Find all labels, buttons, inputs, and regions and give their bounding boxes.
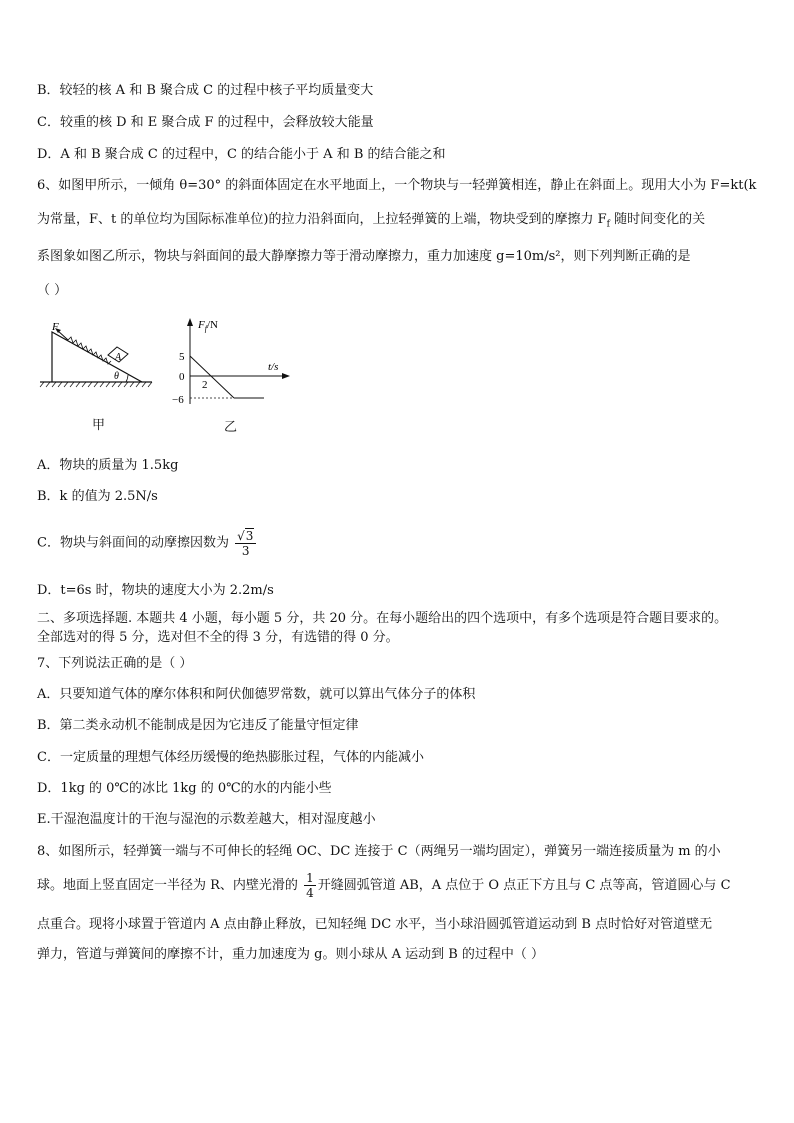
q8-stem-line-1: 8、如图所示，轻弹簧一端与不可伸长的轻绳 OC、DC 连接于 C（两绳另一端均固定），弹簧另一端连接质量为 m 的小: [37, 844, 721, 859]
q7-option-d: D．1kg 的 0℃的冰比 1kg 的 0℃的水的内能小些: [37, 781, 332, 796]
x-axis-label: t/s: [268, 361, 279, 373]
q6-option-c-fraction: [235, 528, 256, 558]
q6-option-a: A．物块的质量为 1.5kg: [37, 458, 179, 473]
ground-hatching: [40, 382, 152, 387]
section2-line-1: 二、多项选择题. 本题共 4 小题，每小题 5 分，共 20 分。在每小题给出的四个选项中，有多个选项是符合题目要求的。: [37, 611, 728, 626]
tick-5: 5: [179, 351, 185, 363]
q7-stem: 7、下列说法正确的是（ ）: [37, 656, 193, 671]
tick-neg6: −6: [172, 394, 184, 406]
label-f: F: [52, 321, 59, 333]
q6-stem-2-tail: 随时间变化的关: [609, 212, 706, 227]
y-axis-sub: f: [204, 324, 207, 333]
q8-stem-line-4: 弹力，管道与弹簧间的摩擦不计，重力加速度为 g。则小球从 A 运动到 B 的过程中（ ）: [37, 947, 545, 962]
q7-option-c: C．一定质量的理想气体经历缓慢的绝热膨胀过程，气体的内能减小: [37, 750, 424, 765]
angle-arc: [126, 375, 128, 382]
q8-fraction: [304, 871, 316, 900]
q6-option-c-denominator: 3: [241, 544, 250, 558]
q5-option-d: D．A 和 B 聚合成 C 的过程中，C 的结合能小于 A 和 B 的结合能之和: [37, 147, 446, 162]
q8-fraction-den: 4: [306, 886, 314, 900]
q6-option-c: [37, 528, 258, 558]
q6-option-c-text: C．物块与斜面间的动摩擦因数为: [37, 535, 229, 551]
figure-jia: [38, 316, 158, 398]
q8-stem-2-post: 开缝圆弧管道 AB，A 点位于 O 点正下方且与 C 点等高，管道圆心与 C: [317, 878, 731, 893]
figure-yi: [170, 314, 300, 414]
section2-line-2: 全部选对的得 5 分，选对但不全的得 3 分，有选错的得 0 分。: [37, 630, 399, 645]
q8-stem-line-2: [37, 871, 731, 900]
q8-stem-line-3: 点重合。现将小球置于管道内 A 点由静止释放，已知轻绳 DC 水平，当小球沿圆弧管道运动到 B 点时恰好对管道壁无: [37, 917, 713, 932]
q6-option-c-sqrt: 3: [245, 529, 254, 543]
q7-option-a: A．只要知道气体的摩尔体积和阿伏伽德罗常数，就可以算出气体分子的体积: [37, 687, 476, 702]
y-axis-unit: /N: [206, 319, 218, 331]
label-theta: θ: [114, 371, 119, 382]
q8-stem-2-pre: 球。地面上竖直固定一半径为 R、内壁光滑的: [37, 878, 298, 893]
y-axis-letter: F: [198, 319, 205, 331]
tick-0: 0: [179, 371, 185, 383]
spring: [68, 337, 111, 364]
caption-yi: 乙: [224, 420, 238, 435]
y-axis-label: [197, 319, 218, 333]
q6-stem-2-sub: f: [606, 219, 610, 230]
y-axis-arrow: [187, 318, 193, 326]
q6-stem-line-2: [37, 212, 705, 233]
caption-jia: 甲: [92, 418, 106, 433]
q5-option-b: B．较轻的核 A 和 B 聚合成 C 的过程中核子平均质量变大: [37, 83, 374, 98]
q7-option-e: E.干湿泡温度计的干泡与湿泡的示数差越大，相对湿度越小: [37, 812, 376, 827]
series-line-decreasing: [190, 356, 234, 398]
q6-stem-line-3: 系图象如图乙所示，物块与斜面间的最大静摩擦力等于滑动摩擦力，重力加速度 g=10m/s²，则下列判断正确的是: [37, 249, 691, 264]
tick-2: 2: [202, 379, 208, 391]
q8-fraction-num: 1: [306, 871, 314, 885]
q6-option-d: D．t=6s 时，物块的速度大小为 2.2m/s: [37, 583, 274, 598]
label-a: A: [115, 352, 122, 363]
q7-option-b: B．第二类永动机不能制成是因为它违反了能量守恒定律: [37, 718, 359, 733]
x-axis-arrow: [282, 373, 290, 379]
q6-paren: （ ）: [37, 283, 68, 298]
q6-stem-line-1: 6、如图甲所示，一倾角 θ=30° 的斜面体固定在水平地面上，一个物块与一轻弹簧相连，静止在斜面上。现用大小为 F=kt(k: [37, 178, 757, 193]
q5-option-c: C．较重的核 D 和 E 聚合成 F 的过程中，会释放较大能量: [37, 115, 374, 130]
incline-body: [52, 332, 142, 382]
q6-option-b: B．k 的值为 2.5N/s: [37, 489, 158, 504]
q6-stem-2-text: 为常量，F、t 的单位均为国际标准单位)的拉力沿斜面向，上拉轻弹簧的上端，物块受到的摩擦力 F: [37, 212, 607, 227]
q6-option-c-numerator: √3: [235, 528, 256, 544]
